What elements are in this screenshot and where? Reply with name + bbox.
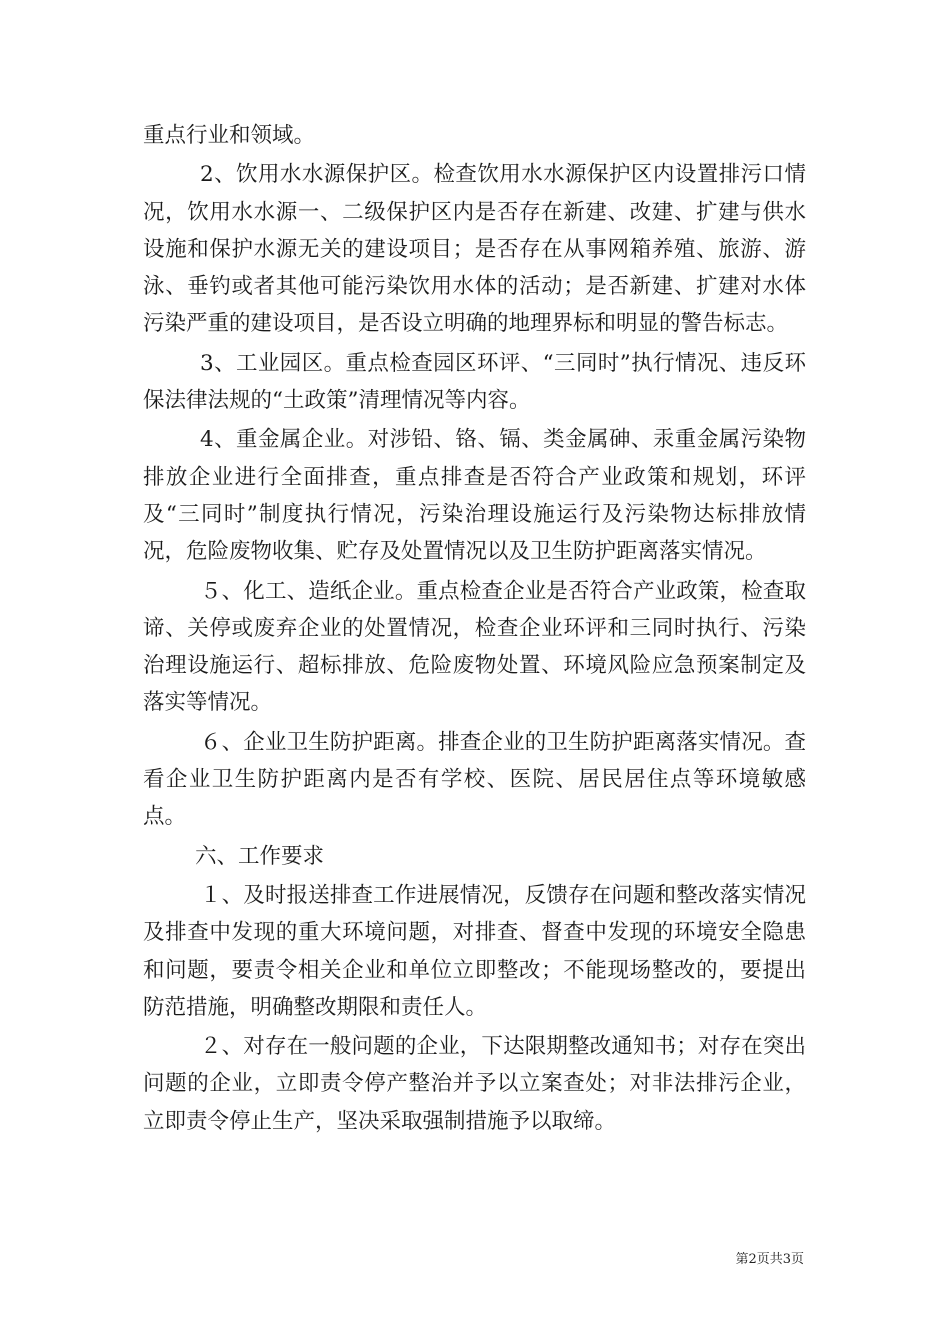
section-heading-work-requirements: 六、工作要求 [195, 843, 325, 869]
paragraph-industrial-park: 3、工业园区。重点检查园区环评、“三同时”执行情况、违反环保法律法规的“土政策”清理情况等内容。 [143, 350, 806, 414]
paragraph-drinking-water-source: 2、饮用水水源保护区。检查饮用水水源保护区内设置排污口情况，饮用水水源一、二级保护区内是否存在新建、改建、扩建与供水设施和保护水源无关的建设项目；是否存在从事网箱养殖、旅游、游泳、垂钓或者其他可能污染饮用水体的活动；是否新建、扩建对水体污染严重的建设项目，是否设立明确的地理界标和明显的警告标志。 [143, 162, 806, 337]
document-body [143, 117, 806, 1142]
paragraph-requirement-1: １、及时报送排查工作进展情况，反馈存在问题和整改落实情况及排查中发现的重大环境问题，对排查、督查中发现的环境安全隐患和问题，要责令相关企业和单位立即整改；不能现场整改的，要提出防范措施，明确整改期限和责任人。 [143, 882, 806, 1020]
paragraph-requirement-2: ２、对存在一般问题的企业，下达限期整改通知书；对存在突出问题的企业，立即责令停产整治并予以立案查处；对非法排污企业，立即责令停止生产，坚决采取强制措施予以取缔。 [143, 1034, 806, 1134]
paragraph-health-protection-distance: ６、企业卫生防护距离。排查企业的卫生防护距离落实情况。查看企业卫生防护距离内是否有学校、医院、居民居住点等环境敏感点。 [143, 729, 806, 830]
paragraph-chemical-paper-enterprises: ５、化工、造纸企业。重点检查企业是否符合产业政策，检查取谛、关停或废弃企业的处置情况，检查企业环评和三同时执行、污染治理设施运行、超标排放、危险废物处置、环境风险应急预案制定及落实等情况。 [143, 578, 806, 716]
paragraph-continuation: 重点行业和领域。 [143, 123, 316, 148]
page-number-footer: 第2页共3页 [735, 1252, 804, 1267]
paragraph-heavy-metal-enterprises: 4、重金属企业。对涉铅、铬、镉、类金属砷、汞重金属污染物排放企业进行全面排查，重点排查是否符合产业政策和规划，环评及“三同时”制度执行情况，污染治理设施运行及污染物达标排放情况，危险废物收集、贮存及处置情况以及卫生防护距离落实情况。 [143, 427, 806, 565]
